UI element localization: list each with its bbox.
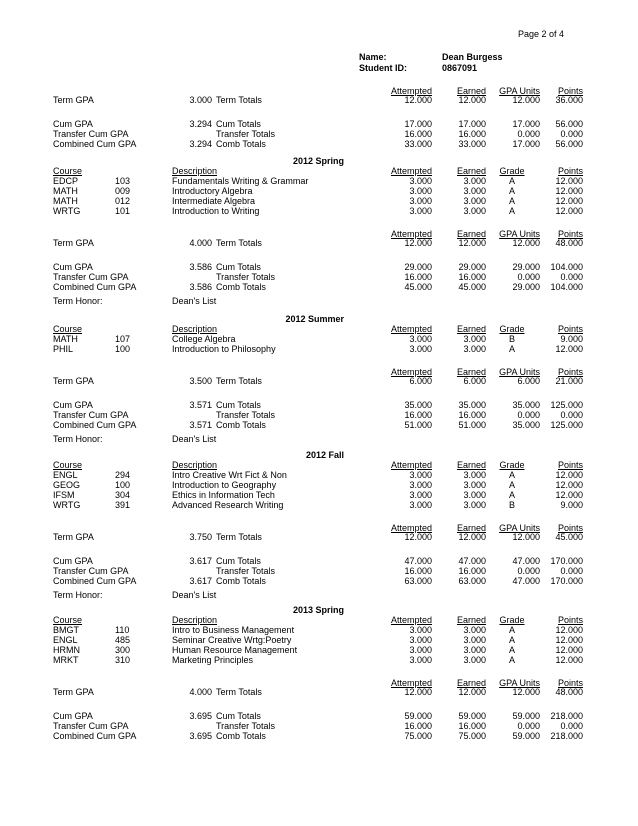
course-earned: 3.000 bbox=[463, 490, 486, 500]
description-header: Description bbox=[172, 460, 218, 470]
combined-cum-gpa-gpa: 3.571 bbox=[189, 420, 212, 430]
transfer-cum-gpa-points: 0.000 bbox=[560, 721, 583, 731]
transfer-cum-gpa-attempted: 16.000 bbox=[404, 410, 432, 420]
course-grade: A bbox=[508, 196, 515, 206]
course-description: Marketing Principles bbox=[172, 655, 254, 665]
transfer-cum-gpa-points: 0.000 bbox=[560, 272, 583, 282]
transfer-cum-gpa-totals-label: Transfer Totals bbox=[216, 566, 276, 576]
term-gpa-gpa-units: 6.000 bbox=[517, 376, 540, 386]
course-description: Ethics in Information Tech bbox=[172, 490, 275, 500]
course-description: Fundamentals Writing & Grammar bbox=[172, 176, 309, 186]
course-subject: ENGL bbox=[53, 635, 78, 645]
earned-header: Earned bbox=[456, 523, 486, 533]
cum-gpa-label: Cum GPA bbox=[53, 262, 93, 272]
course-description: Introductory Algebra bbox=[172, 186, 253, 196]
course-header: Course bbox=[53, 324, 83, 334]
earned-header: Earned bbox=[456, 615, 486, 625]
term-gpa-gpa: 3.750 bbox=[189, 532, 212, 542]
combined-cum-gpa-label: Combined Cum GPA bbox=[53, 576, 137, 586]
combined-cum-gpa-gpa-units: 47.000 bbox=[512, 576, 540, 586]
grade-header: Grade bbox=[499, 324, 525, 334]
attempted-header: Attempted bbox=[390, 166, 432, 176]
term-gpa-attempted: 12.000 bbox=[404, 238, 432, 248]
term-honor-value: Dean's List bbox=[172, 434, 217, 444]
combined-cum-gpa-gpa: 3.586 bbox=[189, 282, 212, 292]
term-gpa-label: Term GPA bbox=[53, 532, 94, 542]
course-number: 103 bbox=[115, 176, 131, 186]
term-gpa-gpa: 4.000 bbox=[189, 238, 212, 248]
attempted-header: Attempted bbox=[390, 367, 432, 377]
earned-header: Earned bbox=[456, 460, 486, 470]
course-attempted: 3.000 bbox=[409, 206, 432, 216]
course-earned: 3.000 bbox=[463, 206, 486, 216]
course-subject: MATH bbox=[53, 196, 78, 206]
term-gpa-earned: 6.000 bbox=[463, 376, 486, 386]
term-honor-value: Dean's List bbox=[172, 590, 217, 600]
combined-cum-gpa-gpa-units: 17.000 bbox=[512, 139, 540, 149]
term-gpa-earned: 12.000 bbox=[458, 238, 486, 248]
name-label: Name: bbox=[359, 52, 387, 62]
cum-gpa-attempted: 59.000 bbox=[404, 711, 432, 721]
earned-header: Earned bbox=[456, 678, 486, 688]
course-grade: A bbox=[508, 490, 515, 500]
course-description: Human Resource Management bbox=[172, 645, 298, 655]
term-gpa-totals-label: Term Totals bbox=[216, 687, 262, 697]
grade-header: Grade bbox=[499, 166, 525, 176]
combined-cum-gpa-attempted: 45.000 bbox=[404, 282, 432, 292]
cum-gpa-earned: 17.000 bbox=[458, 119, 486, 129]
course-description: Introduction to Geography bbox=[172, 480, 277, 490]
transfer-cum-gpa-totals-label: Transfer Totals bbox=[216, 129, 276, 139]
description-header: Description bbox=[172, 166, 218, 176]
points-header: Points bbox=[557, 166, 583, 176]
cum-gpa-label: Cum GPA bbox=[53, 556, 93, 566]
term-honor-label: Term Honor: bbox=[53, 590, 103, 600]
cum-gpa-gpa-units: 59.000 bbox=[512, 711, 540, 721]
course-subject: GEOG bbox=[53, 480, 81, 490]
course-grade: A bbox=[508, 344, 515, 354]
cum-gpa-gpa: 3.571 bbox=[189, 400, 212, 410]
course-subject: MRKT bbox=[53, 655, 79, 665]
cum-gpa-gpa: 3.294 bbox=[189, 119, 212, 129]
combined-cum-gpa-earned: 33.000 bbox=[458, 139, 486, 149]
course-subject: WRTG bbox=[53, 500, 81, 510]
course-points: 12.000 bbox=[555, 645, 583, 655]
earned-header: Earned bbox=[456, 367, 486, 377]
combined-cum-gpa-gpa: 3.294 bbox=[189, 139, 212, 149]
course-number: 310 bbox=[115, 655, 131, 665]
term-gpa-gpa: 3.000 bbox=[189, 95, 212, 105]
term-gpa-label: Term GPA bbox=[53, 238, 94, 248]
points-header: Points bbox=[557, 229, 583, 239]
term-honor-label: Term Honor: bbox=[53, 296, 103, 306]
earned-header: Earned bbox=[456, 324, 486, 334]
course-attempted: 3.000 bbox=[409, 344, 432, 354]
course-attempted: 3.000 bbox=[409, 186, 432, 196]
cum-gpa-label: Cum GPA bbox=[53, 711, 93, 721]
course-grade: B bbox=[508, 500, 515, 510]
course-earned: 3.000 bbox=[463, 480, 486, 490]
transfer-cum-gpa-points: 0.000 bbox=[560, 410, 583, 420]
combined-cum-gpa-attempted: 63.000 bbox=[404, 576, 432, 586]
cum-gpa-totals-label: Cum Totals bbox=[216, 711, 261, 721]
course-description: Introduction to Writing bbox=[172, 206, 260, 216]
term-gpa-gpa-units: 12.000 bbox=[512, 238, 540, 248]
course-number: 294 bbox=[115, 470, 131, 480]
course-attempted: 3.000 bbox=[409, 480, 432, 490]
course-number: 391 bbox=[115, 500, 131, 510]
points-header: Points bbox=[557, 324, 583, 334]
course-points: 9.000 bbox=[560, 334, 583, 344]
transfer-cum-gpa-gpa-units: 0.000 bbox=[517, 410, 540, 420]
attempted-header: Attempted bbox=[390, 229, 432, 239]
cum-gpa-points: 56.000 bbox=[555, 119, 583, 129]
course-header: Course bbox=[53, 615, 83, 625]
cum-gpa-points: 104.000 bbox=[550, 262, 583, 272]
course-earned: 3.000 bbox=[463, 655, 486, 665]
combined-cum-gpa-attempted: 51.000 bbox=[404, 420, 432, 430]
course-earned: 3.000 bbox=[463, 344, 486, 354]
course-grade: A bbox=[508, 645, 515, 655]
course-number: 100 bbox=[115, 344, 131, 354]
cum-gpa-earned: 47.000 bbox=[458, 556, 486, 566]
cum-gpa-gpa: 3.586 bbox=[189, 262, 212, 272]
course-points: 12.000 bbox=[555, 625, 583, 635]
course-points: 12.000 bbox=[555, 196, 583, 206]
cum-gpa-totals-label: Cum Totals bbox=[216, 400, 261, 410]
term-gpa-earned: 12.000 bbox=[458, 95, 486, 105]
term-gpa-earned: 12.000 bbox=[458, 687, 486, 697]
course-subject: WRTG bbox=[53, 206, 81, 216]
course-number: 100 bbox=[115, 480, 131, 490]
term-gpa-attempted: 12.000 bbox=[404, 687, 432, 697]
course-number: 110 bbox=[115, 625, 130, 635]
course-subject: IFSM bbox=[53, 490, 75, 500]
earned-header: Earned bbox=[456, 86, 486, 96]
course-description: Intro Creative Wrt Fict & Non bbox=[172, 470, 287, 480]
course-attempted: 3.000 bbox=[409, 470, 432, 480]
cum-gpa-label: Cum GPA bbox=[53, 119, 93, 129]
course-points: 12.000 bbox=[555, 635, 583, 645]
term-gpa-totals-label: Term Totals bbox=[216, 532, 262, 542]
combined-cum-gpa-totals-label: Comb Totals bbox=[216, 139, 266, 149]
combined-cum-gpa-totals-label: Comb Totals bbox=[216, 576, 266, 586]
page-number: Page 2 of 4 bbox=[517, 29, 564, 39]
course-subject: HRMN bbox=[53, 645, 80, 655]
grade-header: Grade bbox=[499, 460, 525, 470]
term-gpa-gpa-units: 12.000 bbox=[512, 95, 540, 105]
combined-cum-gpa-points: 56.000 bbox=[555, 139, 583, 149]
combined-cum-gpa-label: Combined Cum GPA bbox=[53, 282, 137, 292]
course-description: Intermediate Algebra bbox=[172, 196, 256, 206]
combined-cum-gpa-gpa: 3.617 bbox=[189, 576, 212, 586]
combined-cum-gpa-label: Combined Cum GPA bbox=[53, 420, 137, 430]
transfer-cum-gpa-earned: 16.000 bbox=[458, 272, 486, 282]
course-number: 300 bbox=[115, 645, 131, 655]
term-gpa-label: Term GPA bbox=[53, 95, 94, 105]
course-earned: 3.000 bbox=[463, 196, 486, 206]
combined-cum-gpa-attempted: 75.000 bbox=[404, 731, 432, 741]
grade-header: Grade bbox=[499, 615, 525, 625]
earned-header: Earned bbox=[456, 229, 486, 239]
course-points: 12.000 bbox=[555, 490, 583, 500]
cum-gpa-points: 125.000 bbox=[550, 400, 583, 410]
cum-gpa-gpa: 3.695 bbox=[189, 711, 212, 721]
transfer-cum-gpa-attempted: 16.000 bbox=[404, 272, 432, 282]
term-gpa-points: 48.000 bbox=[555, 687, 583, 697]
cum-gpa-points: 170.000 bbox=[550, 556, 583, 566]
combined-cum-gpa-points: 218.000 bbox=[550, 731, 583, 741]
term-gpa-gpa: 4.000 bbox=[189, 687, 212, 697]
points-header: Points bbox=[557, 523, 583, 533]
course-subject: MATH bbox=[53, 334, 78, 344]
student-id-label: Student ID: bbox=[359, 63, 407, 73]
term-title: 2012 Spring bbox=[292, 156, 344, 166]
course-points: 12.000 bbox=[555, 655, 583, 665]
term-gpa-totals-label: Term Totals bbox=[216, 238, 262, 248]
combined-cum-gpa-label: Combined Cum GPA bbox=[53, 731, 137, 741]
course-grade: A bbox=[508, 470, 515, 480]
cum-gpa-gpa-units: 17.000 bbox=[512, 119, 540, 129]
transfer-cum-gpa-totals-label: Transfer Totals bbox=[216, 721, 276, 731]
gpa-units-header: GPA Units bbox=[499, 523, 540, 533]
cum-gpa-earned: 29.000 bbox=[458, 262, 486, 272]
cum-gpa-attempted: 47.000 bbox=[404, 556, 432, 566]
course-earned: 3.000 bbox=[463, 635, 486, 645]
transfer-cum-gpa-gpa-units: 0.000 bbox=[517, 721, 540, 731]
attempted-header: Attempted bbox=[390, 615, 432, 625]
course-grade: A bbox=[508, 635, 515, 645]
student-name: Dean Burgess bbox=[442, 52, 503, 62]
points-header: Points bbox=[557, 460, 583, 470]
combined-cum-gpa-gpa-units: 59.000 bbox=[512, 731, 540, 741]
gpa-units-header: GPA Units bbox=[499, 229, 540, 239]
attempted-header: Attempted bbox=[390, 460, 432, 470]
cum-gpa-label: Cum GPA bbox=[53, 400, 93, 410]
course-number: 012 bbox=[115, 196, 131, 206]
course-grade: A bbox=[508, 186, 515, 196]
course-points: 12.000 bbox=[555, 480, 583, 490]
course-description: Introduction to Philosophy bbox=[172, 344, 276, 354]
course-subject: ENGL bbox=[53, 470, 78, 480]
transfer-cum-gpa-gpa-units: 0.000 bbox=[517, 272, 540, 282]
term-gpa-earned: 12.000 bbox=[458, 532, 486, 542]
attempted-header: Attempted bbox=[390, 678, 432, 688]
course-number: 107 bbox=[115, 334, 131, 344]
course-points: 12.000 bbox=[555, 470, 583, 480]
course-grade: A bbox=[508, 625, 515, 635]
course-earned: 3.000 bbox=[463, 186, 486, 196]
transfer-cum-gpa-earned: 16.000 bbox=[458, 566, 486, 576]
combined-cum-gpa-gpa-units: 35.000 bbox=[512, 420, 540, 430]
term-gpa-gpa-units: 12.000 bbox=[512, 687, 540, 697]
description-header: Description bbox=[172, 615, 218, 625]
term-gpa-label: Term GPA bbox=[53, 687, 94, 697]
term-title: 2012 Summer bbox=[285, 314, 344, 324]
course-grade: A bbox=[508, 480, 515, 490]
cum-gpa-earned: 59.000 bbox=[458, 711, 486, 721]
transfer-cum-gpa-label: Transfer Cum GPA bbox=[53, 566, 129, 576]
course-attempted: 3.000 bbox=[409, 334, 432, 344]
transfer-cum-gpa-label: Transfer Cum GPA bbox=[53, 129, 129, 139]
course-attempted: 3.000 bbox=[409, 176, 432, 186]
cum-gpa-attempted: 17.000 bbox=[404, 119, 432, 129]
course-description: College Algebra bbox=[172, 334, 236, 344]
combined-cum-gpa-attempted: 33.000 bbox=[404, 139, 432, 149]
transfer-cum-gpa-earned: 16.000 bbox=[458, 721, 486, 731]
course-earned: 3.000 bbox=[463, 470, 486, 480]
term-honor-value: Dean's List bbox=[172, 296, 217, 306]
transfer-cum-gpa-label: Transfer Cum GPA bbox=[53, 410, 129, 420]
transfer-cum-gpa-attempted: 16.000 bbox=[404, 129, 432, 139]
course-grade: B bbox=[508, 334, 515, 344]
term-gpa-gpa-units: 12.000 bbox=[512, 532, 540, 542]
course-subject: EDCP bbox=[53, 176, 79, 186]
course-grade: A bbox=[508, 206, 515, 216]
course-header: Course bbox=[53, 460, 83, 470]
attempted-header: Attempted bbox=[390, 523, 432, 533]
transfer-cum-gpa-attempted: 16.000 bbox=[404, 566, 432, 576]
course-attempted: 3.000 bbox=[409, 500, 432, 510]
transfer-cum-gpa-totals-label: Transfer Totals bbox=[216, 410, 276, 420]
term-gpa-attempted: 12.000 bbox=[404, 95, 432, 105]
transfer-cum-gpa-label: Transfer Cum GPA bbox=[53, 272, 129, 282]
course-points: 12.000 bbox=[555, 186, 583, 196]
combined-cum-gpa-totals-label: Comb Totals bbox=[216, 282, 266, 292]
points-header: Points bbox=[557, 86, 583, 96]
cum-gpa-gpa-units: 35.000 bbox=[512, 400, 540, 410]
course-attempted: 3.000 bbox=[409, 645, 432, 655]
combined-cum-gpa-earned: 63.000 bbox=[458, 576, 486, 586]
course-attempted: 3.000 bbox=[409, 625, 432, 635]
course-earned: 3.000 bbox=[463, 334, 486, 344]
gpa-units-header: GPA Units bbox=[499, 678, 540, 688]
course-subject: PHIL bbox=[53, 344, 74, 354]
transfer-cum-gpa-earned: 16.000 bbox=[458, 129, 486, 139]
term-gpa-points: 48.000 bbox=[555, 238, 583, 248]
combined-cum-gpa-points: 170.000 bbox=[550, 576, 583, 586]
combined-cum-gpa-points: 125.000 bbox=[550, 420, 583, 430]
combined-cum-gpa-points: 104.000 bbox=[550, 282, 583, 292]
course-earned: 3.000 bbox=[463, 500, 486, 510]
attempted-header: Attempted bbox=[390, 324, 432, 334]
course-grade: A bbox=[508, 655, 515, 665]
cum-gpa-attempted: 35.000 bbox=[404, 400, 432, 410]
course-points: 9.000 bbox=[560, 500, 583, 510]
combined-cum-gpa-totals-label: Comb Totals bbox=[216, 731, 266, 741]
transfer-cum-gpa-attempted: 16.000 bbox=[404, 721, 432, 731]
combined-cum-gpa-totals-label: Comb Totals bbox=[216, 420, 266, 430]
term-gpa-attempted: 6.000 bbox=[409, 376, 432, 386]
description-header: Description bbox=[172, 324, 218, 334]
term-title: 2012 Fall bbox=[305, 450, 344, 460]
combined-cum-gpa-label: Combined Cum GPA bbox=[53, 139, 137, 149]
term-gpa-totals-label: Term Totals bbox=[216, 95, 262, 105]
term-gpa-points: 36.000 bbox=[555, 95, 583, 105]
cum-gpa-points: 218.000 bbox=[550, 711, 583, 721]
gpa-units-header: GPA Units bbox=[499, 367, 540, 377]
transfer-cum-gpa-label: Transfer Cum GPA bbox=[53, 721, 129, 731]
cum-gpa-earned: 35.000 bbox=[458, 400, 486, 410]
transfer-cum-gpa-gpa-units: 0.000 bbox=[517, 129, 540, 139]
course-earned: 3.000 bbox=[463, 625, 486, 635]
course-attempted: 3.000 bbox=[409, 635, 432, 645]
transfer-cum-gpa-totals-label: Transfer Totals bbox=[216, 272, 276, 282]
cum-gpa-gpa: 3.617 bbox=[189, 556, 212, 566]
course-attempted: 3.000 bbox=[409, 655, 432, 665]
combined-cum-gpa-earned: 45.000 bbox=[458, 282, 486, 292]
attempted-header: Attempted bbox=[390, 86, 432, 96]
course-attempted: 3.000 bbox=[409, 196, 432, 206]
cum-gpa-attempted: 29.000 bbox=[404, 262, 432, 272]
course-earned: 3.000 bbox=[463, 176, 486, 186]
course-points: 12.000 bbox=[555, 344, 583, 354]
course-number: 485 bbox=[115, 635, 131, 645]
cum-gpa-gpa-units: 47.000 bbox=[512, 556, 540, 566]
course-points: 12.000 bbox=[555, 176, 583, 186]
points-header: Points bbox=[557, 367, 583, 377]
term-gpa-points: 45.000 bbox=[555, 532, 583, 542]
cum-gpa-totals-label: Cum Totals bbox=[216, 556, 261, 566]
gpa-units-header: GPA Units bbox=[499, 86, 540, 96]
course-earned: 3.000 bbox=[463, 645, 486, 655]
transfer-cum-gpa-points: 0.000 bbox=[560, 566, 583, 576]
cum-gpa-totals-label: Cum Totals bbox=[216, 262, 261, 272]
term-gpa-totals-label: Term Totals bbox=[216, 376, 262, 386]
combined-cum-gpa-earned: 51.000 bbox=[458, 420, 486, 430]
term-honor-label: Term Honor: bbox=[53, 434, 103, 444]
transfer-cum-gpa-points: 0.000 bbox=[560, 129, 583, 139]
course-subject: BMGT bbox=[53, 625, 79, 635]
course-number: 009 bbox=[115, 186, 131, 196]
term-gpa-gpa: 3.500 bbox=[189, 376, 212, 386]
course-attempted: 3.000 bbox=[409, 490, 432, 500]
course-number: 101 bbox=[115, 206, 131, 216]
course-description: Intro to Business Management bbox=[172, 625, 295, 635]
combined-cum-gpa-earned: 75.000 bbox=[458, 731, 486, 741]
transfer-cum-gpa-gpa-units: 0.000 bbox=[517, 566, 540, 576]
course-header: Course bbox=[53, 166, 83, 176]
course-number: 304 bbox=[115, 490, 131, 500]
cum-gpa-gpa-units: 29.000 bbox=[512, 262, 540, 272]
course-description: Seminar Creative Wrtg:Poetry bbox=[172, 635, 292, 645]
course-subject: MATH bbox=[53, 186, 78, 196]
student-id: 0867091 bbox=[442, 63, 478, 73]
term-gpa-points: 21.000 bbox=[555, 376, 583, 386]
term-gpa-label: Term GPA bbox=[53, 376, 94, 386]
course-grade: A bbox=[508, 176, 515, 186]
cum-gpa-totals-label: Cum Totals bbox=[216, 119, 261, 129]
combined-cum-gpa-gpa: 3.695 bbox=[189, 731, 212, 741]
term-gpa-attempted: 12.000 bbox=[404, 532, 432, 542]
points-header: Points bbox=[557, 678, 583, 688]
points-header: Points bbox=[557, 615, 583, 625]
term-title: 2013 Spring bbox=[292, 605, 344, 615]
transfer-cum-gpa-earned: 16.000 bbox=[458, 410, 486, 420]
combined-cum-gpa-gpa-units: 29.000 bbox=[512, 282, 540, 292]
earned-header: Earned bbox=[456, 166, 486, 176]
course-points: 12.000 bbox=[555, 206, 583, 216]
course-description: Advanced Research Writing bbox=[172, 500, 284, 510]
